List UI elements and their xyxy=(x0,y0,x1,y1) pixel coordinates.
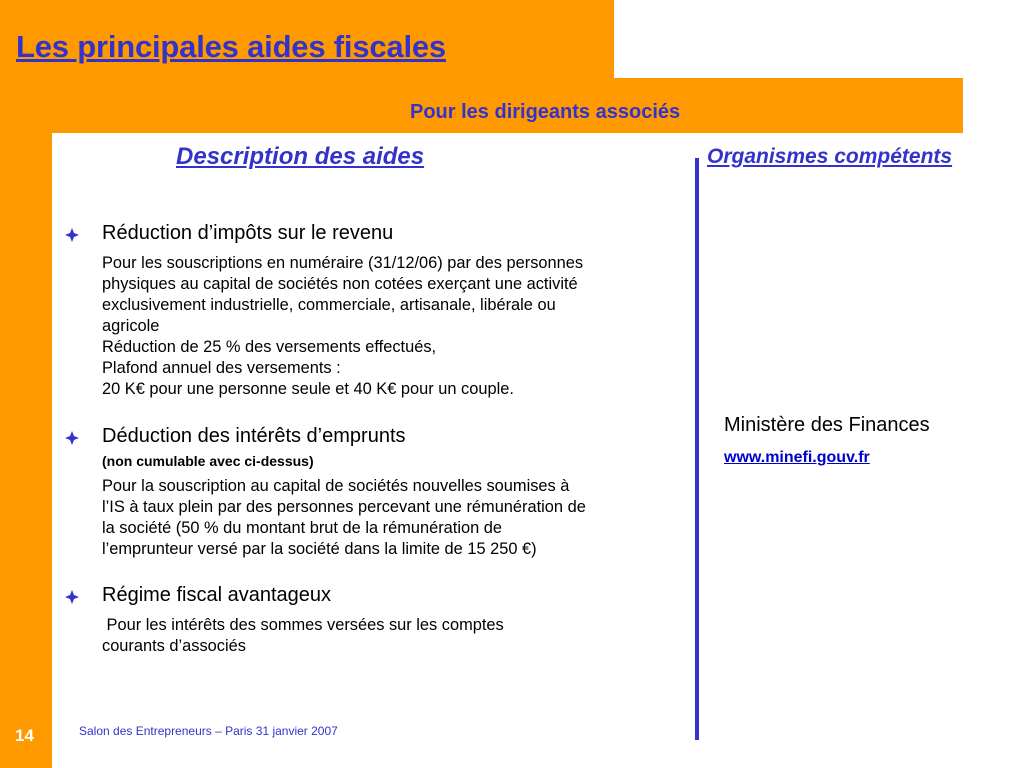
aid-title: Réduction d’impôts sur le revenu xyxy=(102,222,394,244)
organism-name: Ministère des Finances xyxy=(724,414,930,436)
aid-description xyxy=(102,253,692,400)
diamond-bullet-icon xyxy=(64,589,80,605)
aid-description xyxy=(102,615,692,657)
left-side-band xyxy=(0,133,52,768)
organisms-column-heading: Organismes compétents xyxy=(707,145,953,168)
description-line: Pour les souscriptions en numéraire (31/12/06) par des personnes xyxy=(102,254,584,272)
page-subtitle: Pour les dirigeants associés xyxy=(410,101,681,123)
description-line: exclusivement industrielle, commerciale, artisanale, libérale ou xyxy=(102,296,556,314)
organism-website-link[interactable]: www.minefi.gouv.fr xyxy=(724,449,870,466)
description-line: Pour la souscription au capital de sociétés nouvelles soumises à xyxy=(102,477,570,495)
aid-description xyxy=(102,476,692,560)
aid-note: (non cumulable avec ci-dessus) xyxy=(102,453,314,469)
diamond-bullet-icon xyxy=(64,227,80,243)
description-line: physiques au capital de sociétés non cotées exerçant une activité xyxy=(102,275,578,293)
description-line: Plafond annuel des versements : xyxy=(102,359,341,377)
slide-number: 14 xyxy=(15,726,34,745)
column-divider xyxy=(695,158,699,740)
footer-text: Salon des Entrepreneurs – Paris 31 janvier 2007 xyxy=(79,724,338,738)
page-title: Les principales aides fiscales xyxy=(16,29,446,64)
description-line: l’emprunteur versé par la société dans la limite de 15 250 €) xyxy=(102,540,537,558)
description-line: agricole xyxy=(102,317,160,335)
aid-title: Régime fiscal avantageux xyxy=(102,584,332,606)
description-line: 20 K€ pour une personne seule et 40 K€ pour un couple. xyxy=(102,380,514,398)
description-line: l’IS à taux plein par des personnes percevant une rémunération de xyxy=(102,498,586,516)
description-line: Réduction de 25 % des versements effectués, xyxy=(102,338,437,356)
aid-title: Déduction des intérêts d’emprunts xyxy=(102,425,406,447)
diamond-bullet-icon xyxy=(64,430,80,446)
description-line: la société (50 % du montant brut de la rémunération de xyxy=(102,519,502,537)
description-line: Pour les intérêts des sommes versées sur les comptes xyxy=(102,616,504,634)
description-column-heading: Description des aides xyxy=(176,143,425,170)
description-line: courants d’associés xyxy=(102,637,246,655)
